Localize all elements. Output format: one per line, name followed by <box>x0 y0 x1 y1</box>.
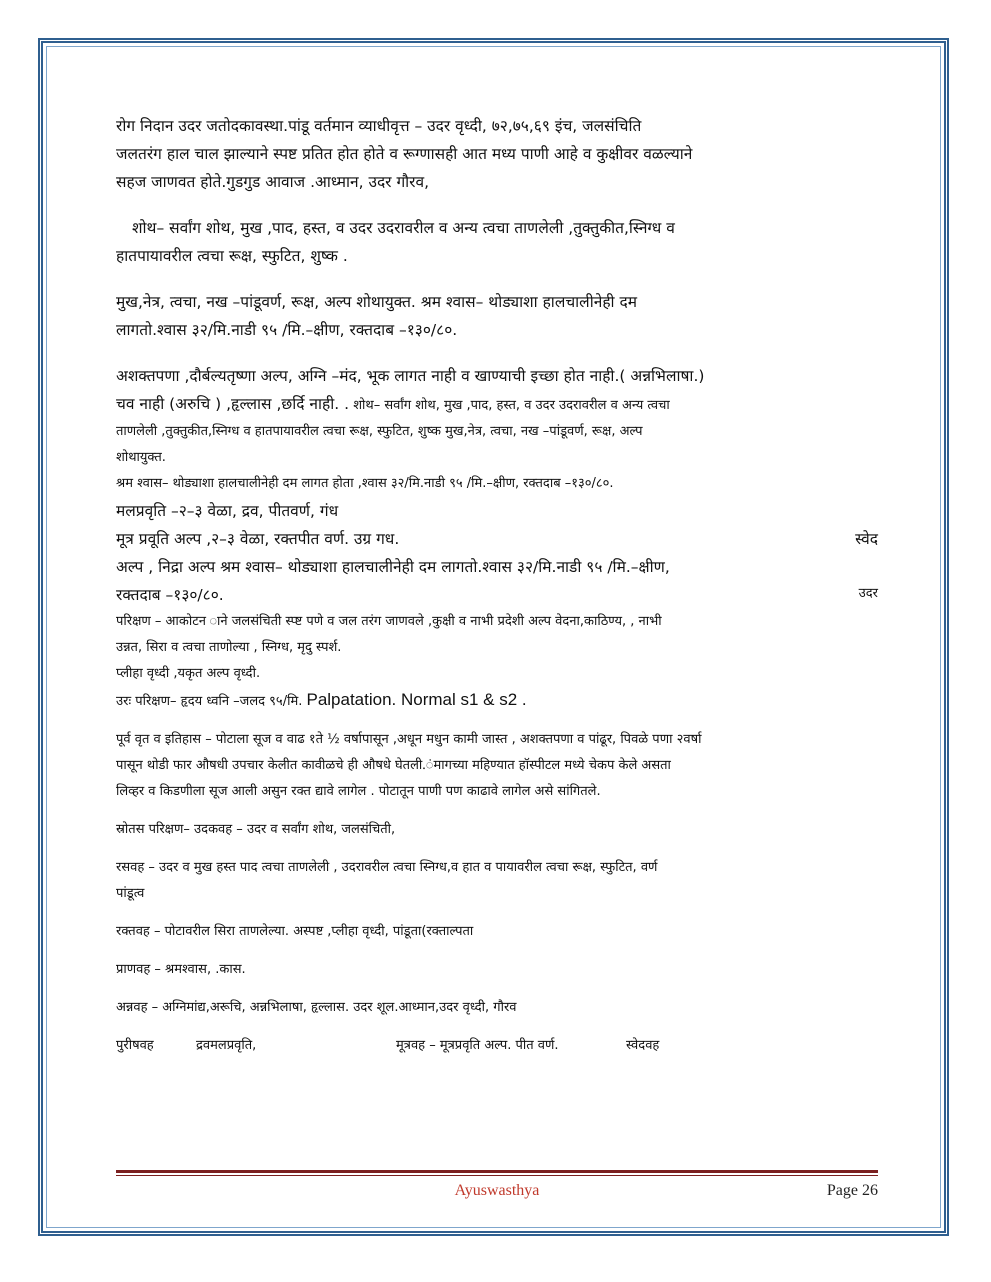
text-span: मूत्र प्रवूति अल्प ,२–३ वेळा, रक्तपीत वर्ण. उग्र गध. <box>116 530 400 548</box>
text-line: रक्तवह – पोटावरील सिरा ताणलेल्या. अस्पष्ट ,प्लीहा वृध्दी, पांडूता(रक्ताल्पता <box>116 924 474 939</box>
footer-title: Ayuswasthya <box>454 1182 540 1199</box>
text-span: चव नाही (अरुचि ) ,हृल्लास ,छर्दि नाही. . <box>116 395 350 413</box>
text-line <box>116 581 878 609</box>
text-line: रोग निदान उदर जतोदकावस्था.पांडू वर्तमान व्याधीवृत्त – उदर वृध्दी, ७२,७५,६९ इंच, जलसंचिति <box>116 117 642 135</box>
text-line: अन्नवह – अग्निमांद्य,अरूचि, अन्नभिलाषा, हृल्लास. उदर शूल.आध्मान,उदर वृध्दी, गौरव <box>116 1000 517 1015</box>
text-line: मलप्रवृति –२–३ वेळा, द्रव, पीतवर्ण, गंध <box>116 502 339 520</box>
text-span: रक्तदाब –१३०/८०. <box>116 586 224 604</box>
text-line: सहज जाणवत होते.गुडगुड आवाज .आध्मान, उदर गौरव, <box>116 173 430 191</box>
text-span: द्रवमलप्रवृति, <box>196 1038 257 1053</box>
text-line: प्लीहा वृध्दी ,यकृत अल्प वृध्दी. <box>116 666 261 681</box>
text-line: उन्नत, सिरा व त्वचा ताणोल्या , स्निग्ध, मृदु स्पर्श. <box>116 640 342 655</box>
text-line: पूर्व वृत व इतिहास – पोटाला सूज व वाढ १ते ½ वर्षापासून ,अधून मधुन कामी जास्त , अशक्तपणा व पांढूर, पिवळे पणा २वर्षा <box>116 732 702 747</box>
text-span: पुरीषवह <box>116 1038 154 1053</box>
text-line: जलतरंग हाल चाल झाल्याने स्पष्ट प्रतित होत होते व रूग्णासही आत मध्य पाणी आहे व कुक्षीवर वळल्याने <box>116 145 693 163</box>
text-line <box>116 525 878 553</box>
text-line: लिव्हर व किडणीला सूज आली असुन रक्त द्यावे लागेल . पोटातून पाणी पण काढावे लागेल असे सांगितले. <box>116 784 601 799</box>
text-span: Palpatation. Normal s1 & s2 . <box>306 690 527 709</box>
text-span: उरः परिक्षण– हृदय ध्वनि –जलद ९५/मि. <box>116 694 307 709</box>
text-line: अशक्तपणा ,दौर्बल्यतृष्णा अल्प, अग्नि –मंद, भूक लागत नाही व खाण्याची इच्छा होत नाही.( अन्नभिलाषा.) <box>116 367 705 385</box>
text-span: स्वेद <box>855 530 878 548</box>
text-line: शोथायुक्त. <box>116 450 166 465</box>
document-body <box>116 112 878 1059</box>
text-line: पासून थोडी फार औषधी उपचार केलीत कावीळचे ही औषधे घेतली.ंमागच्या महिण्यात हॉस्पीटल मध्ये चेकप केले असता <box>116 758 671 773</box>
text-line: श्रम श्वास– थोड्याशा हालचालीनेही दम लागत होता ,श्वास ३२/मि.नाडी ९५ /मि.–क्षीण, रक्तदाब –१३०/८०. <box>116 476 614 491</box>
text-span: शोथ– सर्वांग शोथ, मुख ,पाद, हस्त, व उदर उदरावरील व अन्य त्वचा <box>349 398 670 413</box>
text-line <box>116 390 878 419</box>
text-line: ताणलेली ,तुक्तुकीत,स्निग्ध व हातपायावरील त्वचा रूक्ष, स्फुटित, शुष्क मुख,नेत्र, त्वचा, नख –पांडूवर्ण, रूक्ष, अल्प <box>116 424 643 439</box>
footer-rule <box>116 1170 878 1176</box>
text-line: परिक्षण – आकोटन ाने जलसंचिती स्प्ष्ट पणे व जल तरंग जाणवले ,कुक्षी व नाभी प्रदेशी अल्प वेदना,काठिण्य, , नाभी <box>116 614 662 629</box>
text-line: शोथ– सर्वांग शोथ, मुख ,पाद, हस्त, व उदर उदरावरील व अन्य त्वचा ताणलेली ,तुक्तुकीत,स्निग्ध व <box>132 219 675 237</box>
text-line: पांडूत्व <box>116 886 145 901</box>
text-span: उदर <box>858 586 878 601</box>
text-line: रसवह – उदर व मुख हस्त पाद त्वचा ताणलेली , उदरावरील त्वचा स्निग्ध,व हात व पायावरील त्वचा रूक्ष, स्फुटित, वर्ण <box>116 860 658 875</box>
text-line: हातपायावरील त्वचा रूक्ष, स्फुटित, शुष्क . <box>116 247 348 265</box>
text-line <box>116 1033 878 1059</box>
page-number: Page 26 <box>826 1182 878 1199</box>
text-span: स्वेदवह <box>626 1038 660 1053</box>
text-line: स्रोतस परिक्षण– उदकवह – उदर व सर्वांग शोथ, जलसंचिती, <box>116 822 396 837</box>
text-line: प्राणवह – श्रमश्वास, .कास. <box>116 962 246 977</box>
text-line: मुख,नेत्र, त्वचा, नख –पांडूवर्ण, रूक्ष, अल्प शोथायुक्त. श्रम श्वास– थोड्याशा हालचालीनेही दम <box>116 293 637 311</box>
text-line: लागतो.श्वास ३२/मि.नाडी ९५ /मि.–क्षीण, रक्तदाब –१३०/८०. <box>116 321 458 339</box>
text-line: अल्प , निद्रा अल्प श्रम श्वास– थोड्याशा हालचालीनेही दम लागतो.श्वास ३२/मि.नाडी ९५ /मि.–क्षीण, <box>116 558 670 576</box>
text-span: मूत्रवह – मूत्रप्रवृति अल्प. पीत वर्ण. <box>396 1038 559 1053</box>
text-line <box>116 687 878 715</box>
